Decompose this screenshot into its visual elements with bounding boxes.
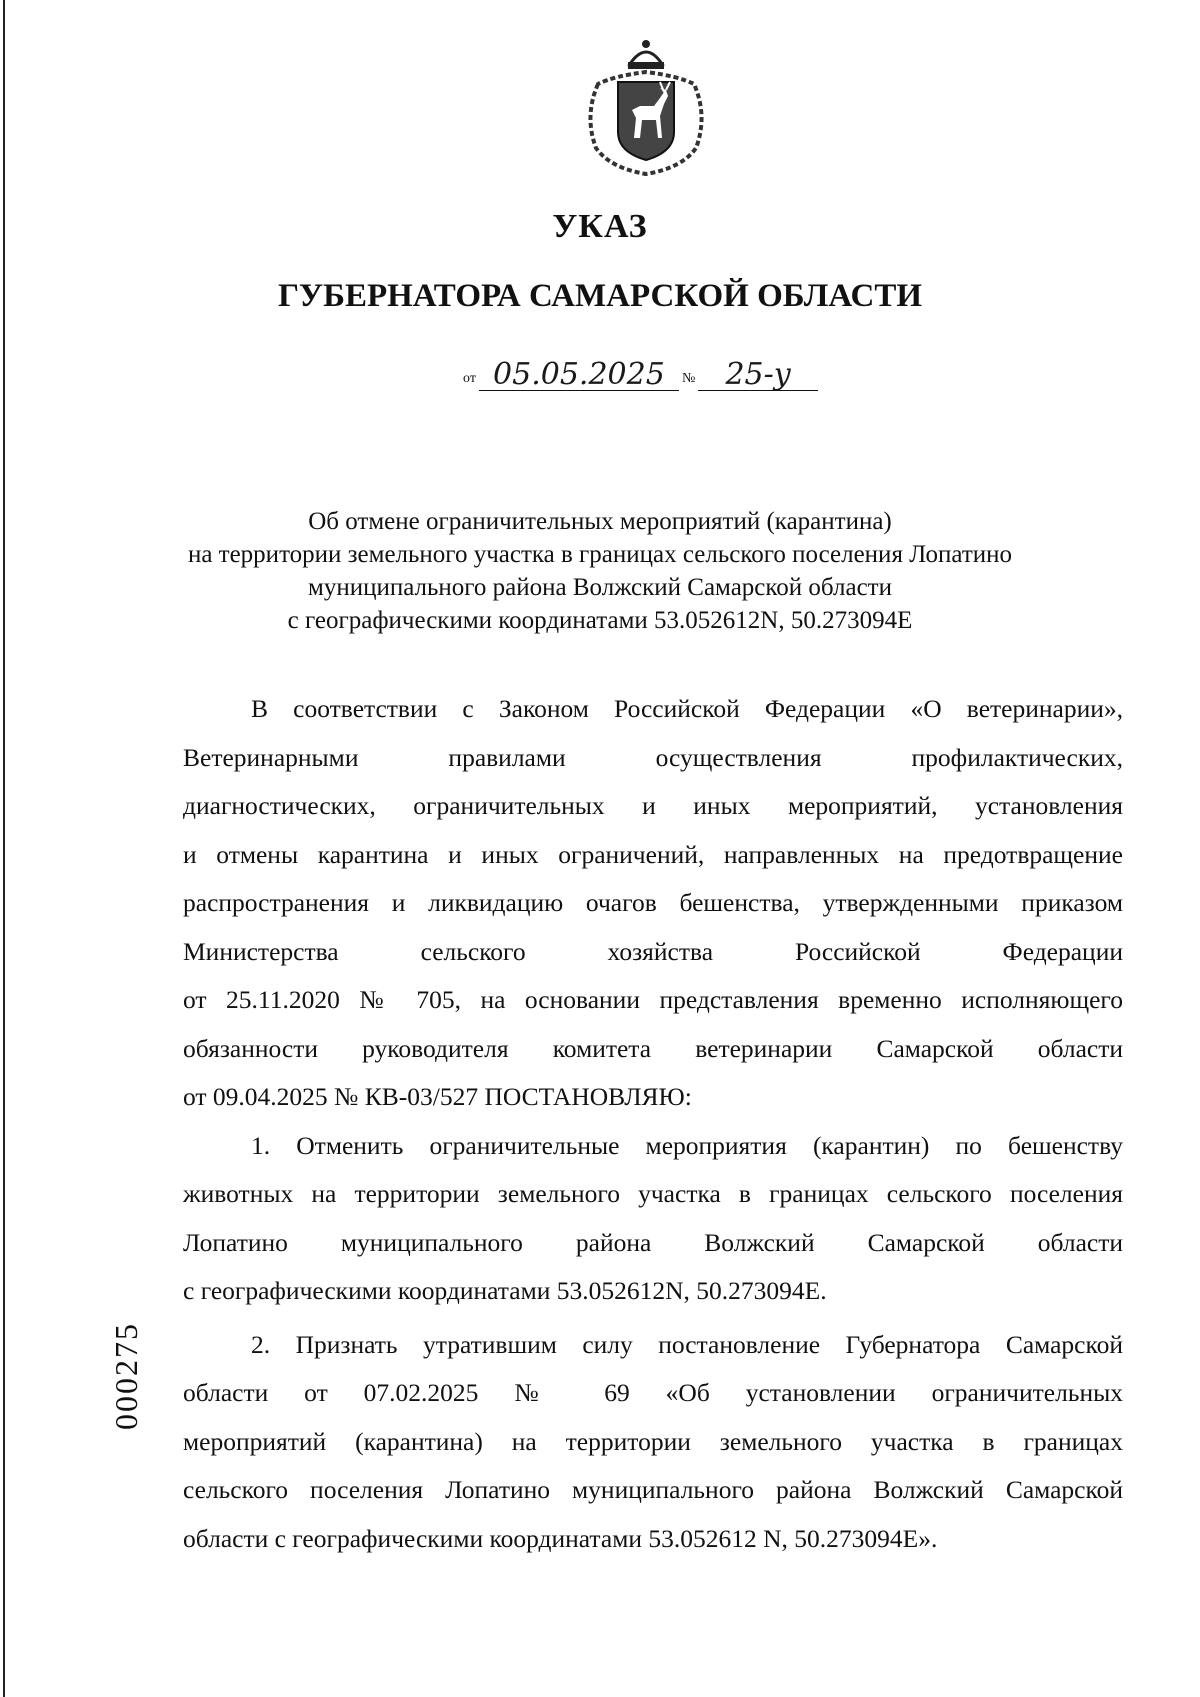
subject-line: на территории земельного участка в границах сельского поселения Лопатино	[187, 541, 1013, 568]
body-line: и отмены карантина и иных ограничений, направленных на предотвращение	[183, 839, 1123, 869]
body-line: Ветеринарными правилами осуществления профилактических,	[183, 742, 1123, 772]
document-subtitle: ГУБЕРНАТОРА САМАРСКОЙ ОБЛАСТИ	[277, 278, 923, 314]
clause-1-line: 1. Отменить ограничительные мероприятия (карантин) по бешенству	[251, 1130, 1123, 1160]
body-line: Министерства сельского хозяйства Российской Федерации	[183, 936, 1123, 966]
decree-body	[183, 685, 1123, 1563]
clause-2-line: сельского поселения Лопатино муниципального района Волжский Самарской	[183, 1475, 1123, 1504]
body-line: обязанности руководителя комитета ветеринарии Самарской области	[183, 1033, 1123, 1063]
clause-1-line: животных на территории земельного участка в границах сельского поселения	[183, 1179, 1123, 1208]
subject-line: с географическими координатами 53.052612N, 50.273094E	[287, 607, 913, 634]
body-line: распространения и ликвидацию очагов бешенства, утвержденными приказом	[183, 888, 1123, 917]
subject-line: Об отмене ограничительных мероприятий (карантина)	[308, 508, 892, 535]
registry-number-stamp: 000275	[108, 1322, 144, 1430]
body-line: от 09.04.2025 № КВ-03/527 ПОСТАНОВЛЯЮ:	[183, 1082, 692, 1111]
decree-subject	[0, 505, 1200, 637]
handwritten-date: 05.05.2025	[479, 360, 679, 391]
handwritten-number: 25-у	[698, 360, 818, 391]
number-prefix: №	[681, 371, 696, 386]
clause-1-line: с географическими координатами 53.052612N, 50.273094E.	[183, 1276, 827, 1305]
coat-of-arms-emblem	[580, 36, 712, 176]
body-line: В соответствии с Законом Российской Федерации «О ветеринарии»,	[251, 694, 1123, 723]
body-line: от 25.11.2020 № 705, на основании представления временно исполняющего	[183, 985, 1123, 1014]
subject-line: муниципального района Волжский Самарской области	[308, 574, 892, 601]
page-edge	[3, 0, 5, 1697]
date-number-line	[460, 357, 818, 392]
clause-2-line: области от 07.02.2025 № 69 «Об установлении ограничительных	[183, 1378, 1123, 1407]
date-prefix: от	[463, 371, 476, 386]
clause-1-line: Лопатино муниципального района Волжский Самарской области	[183, 1227, 1123, 1257]
clause-2-line: мероприятий (карантина) на территории земельного участка в границах	[183, 1426, 1123, 1456]
clause-2-line: 2. Признать утратившим силу постановление Губернатора Самарской	[251, 1329, 1123, 1359]
clause-2-line: области с географическими координатами 53.052612 N, 50.273094E».	[183, 1523, 938, 1553]
document-title: УКАЗ	[552, 208, 648, 245]
body-line: диагностических, ограничительных и иных мероприятий, установления	[183, 791, 1123, 820]
